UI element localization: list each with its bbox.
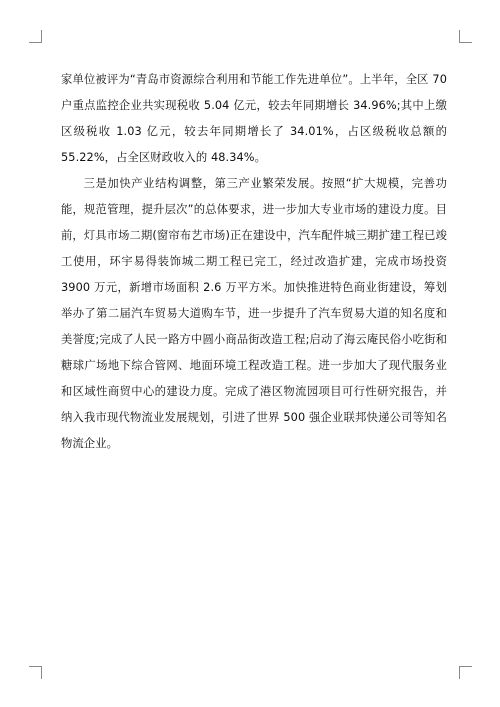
crop-mark-top-left [29,30,42,43]
crop-mark-top-right [459,30,472,43]
crop-mark-bottom-left [29,666,42,679]
crop-mark-bottom-right [459,666,472,679]
paragraph-industry-structure: 三是加快产业结构调整，第三产业繁荣发展。按照“扩大规模，完善功能，规范管理，提升层次”的总体要求，进一步加大专业市场的建设力度。目前，灯具市场二期(窗帘布艺市场)正在建设中，汽车配件城三期扩建工程已竣工使用，环宇易得装饰城二期工程已完工，经过改造扩建，完成市场投资 3900 万元，新增市场面积 2.6 万平方米。加快推进特色商业街建设，筹划举办了第二届汽车贸易大道购车节，进一步提升了汽车贸易大道的知名度和美誉度;完成了人民一路方中圆小商品街改造工程;启动了海云庵民俗小吃街和糖球广场地下综合管网、地面环境工程改造工程。进一步加大了现代服务业和区域性商贸中心的建设力度。完成了港区物流园项目可行性研究报告，并纳入我市现代物流业发展规划，引进了世界 500 强企业联邦快递公司等知名物流企业。 [61,177,447,450]
document-body [61,67,447,457]
paragraph-tax-summary: 家单位被评为“青岛市资源综合利用和节能工作先进单位”。上半年，全区 70 户重点监控企业共实现税收 5.04 亿元，较去年同期增长 34.96%;其中上缴区级税收 1.03 亿元，较去年同期增长了 34.01%，占区级税收总额的 55.22%，占全区财政收入的 48.34%。 [61,73,447,164]
